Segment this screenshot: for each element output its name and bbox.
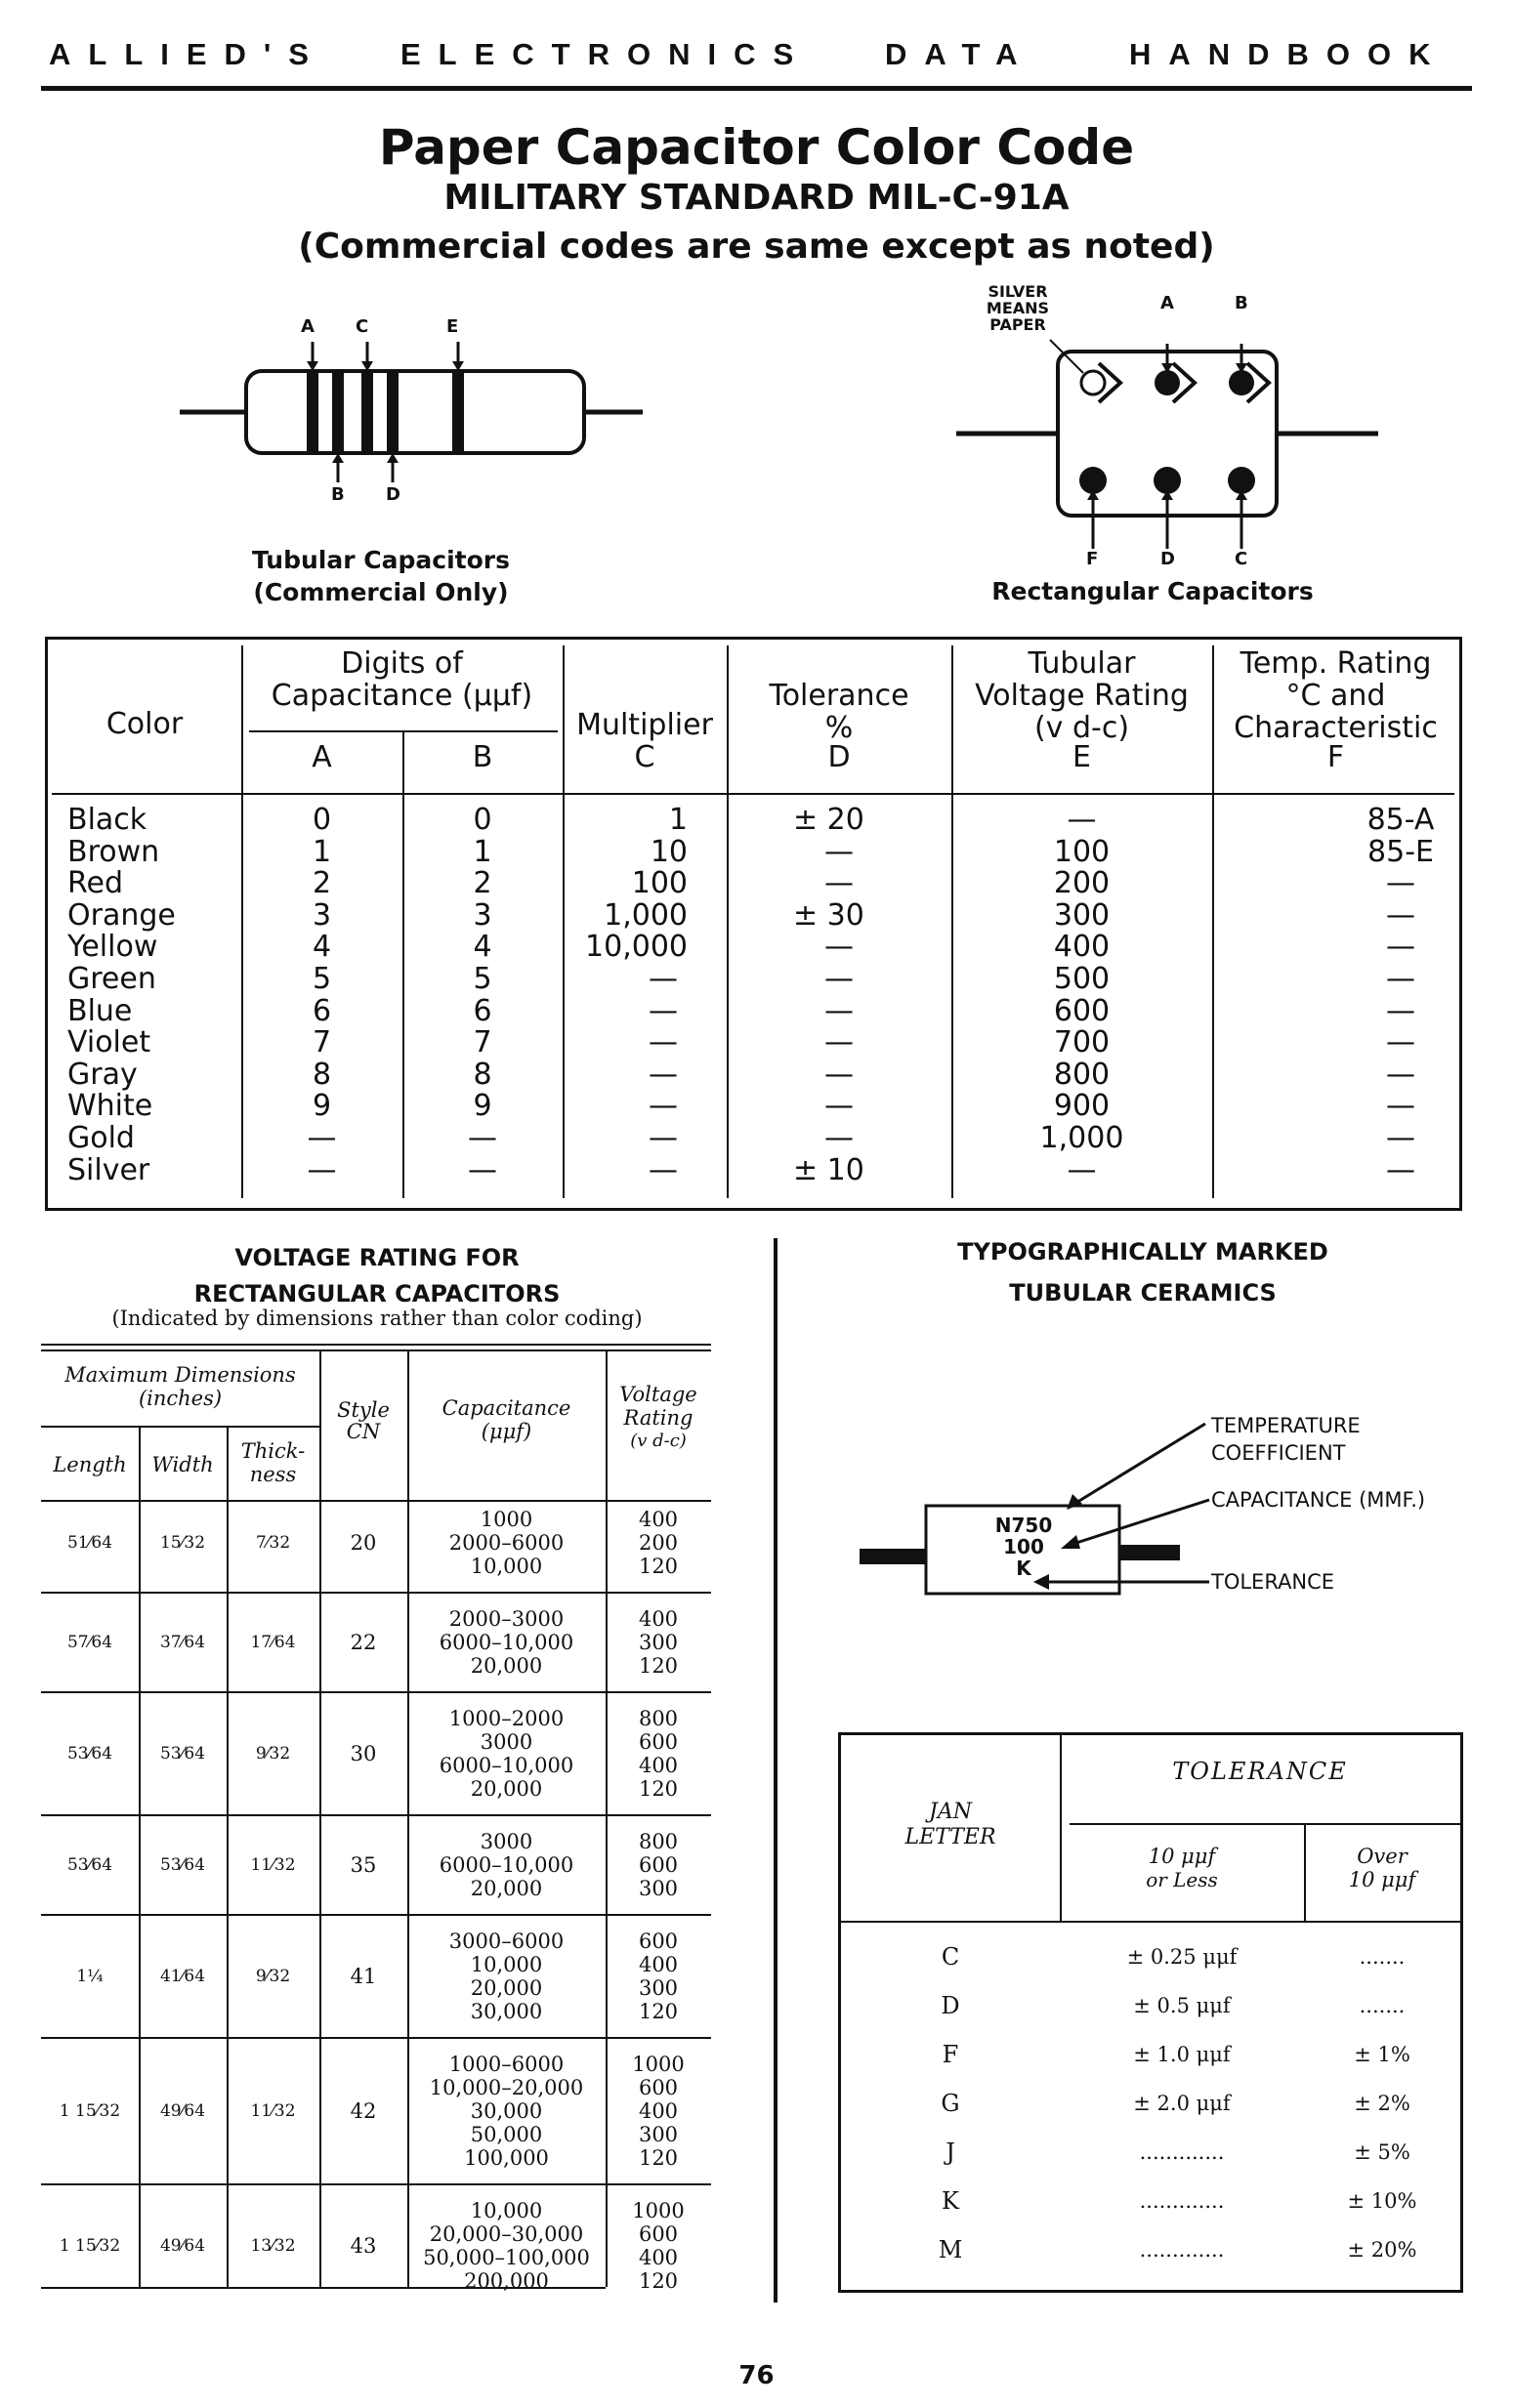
cell-voltage: 400 [638,1754,679,1777]
cell-color: Gold [67,1121,135,1155]
col-header-voltage-unit: (v d-c) [1033,711,1130,745]
cell-length: 51⁄64 [66,1533,113,1553]
cell-mult: — [649,1152,678,1187]
cell-tol: — [824,962,854,996]
header-over-10-2: 10 μμf [1348,1868,1416,1891]
row-rule [41,1814,711,1816]
cell-voltage: 120 [638,2000,679,2023]
cell-volt: 400 [1053,930,1111,965]
label-coefficient: COEFFICIENT [1211,1441,1346,1465]
cell-a: 7 [312,1025,332,1060]
ceramic-tol-code: K [1016,1557,1031,1580]
cell-voltage: 600 [638,2222,679,2246]
tubular-caption: Tubular Capacitors [252,546,510,574]
rect-label-b: B [1235,293,1248,313]
silver-note-line2: MEANS [986,299,1050,317]
cell-capacitance: 6000–10,000 [439,1631,574,1654]
cell-thick: 9⁄32 [255,1967,291,1986]
col-header-tolerance: Tolerance [769,679,909,713]
cell-temp: — [1386,866,1415,901]
cell-voltage: 300 [638,1877,679,1900]
cell-voltage: 120 [638,2146,679,2170]
table-row [48,1026,1459,1059]
row-rule [41,2037,711,2039]
cell-mult: 1,000 [604,897,688,933]
table-row [48,1059,1459,1091]
col-header-voltage-2: Voltage Rating [975,679,1189,713]
cell-temp: — [1386,1057,1415,1092]
cell-volt: — [1067,1152,1097,1187]
cell-voltage: 400 [638,1607,679,1631]
cell-b: — [468,1121,497,1155]
table-row [48,804,1459,836]
cell-a: 2 [312,866,332,901]
cell-capacitance: 1000 [480,1508,533,1531]
cell-a: 5 [312,962,332,996]
cell-voltage: 300 [638,1976,679,2000]
row-rule [41,1691,711,1693]
cell-capacitance: 6000–10,000 [439,1853,574,1877]
cell-capacitance: 10,000 [470,1953,543,1976]
cell-over: ± 10% [1347,2189,1417,2213]
cell-width: 49⁄64 [159,2236,206,2256]
col-header-temp: Temp. Rating [1240,646,1432,681]
cell-voltage: 400 [638,2099,679,2123]
cell-color: Silver [67,1152,150,1187]
cell-a: 0 [312,803,332,837]
table-top-rule [41,1344,711,1346]
cell-capacitance: 3000 [480,1730,533,1754]
cell-tol: — [824,834,854,869]
page-number: 76 [738,2361,775,2390]
cell-b: 8 [473,1057,492,1092]
cell-over: ± 20% [1347,2238,1417,2262]
cell-volt: 100 [1053,834,1111,869]
cell-mult: — [649,1057,678,1092]
silver-note [977,283,1059,333]
header-thickness: Thick- [240,1439,306,1463]
cell-less: ............. [1139,2189,1225,2213]
cell-tol: — [824,1057,854,1092]
cell-letter: C [941,1943,960,1971]
table-row [48,899,1459,932]
cell-b: 1 [473,834,492,869]
rectangular-capacitor-diagram [952,322,1382,566]
cell-temp: — [1386,962,1415,996]
cell-width: 15⁄32 [159,1533,206,1553]
cell-thick: 9⁄32 [255,1744,291,1764]
header-tolerance: TOLERANCE [1172,1758,1348,1785]
cell-over: ....... [1359,1945,1406,1969]
cell-voltage: 300 [638,1631,679,1654]
header-capacitance: Capacitance [441,1396,571,1420]
cell-temp: 85-E [1367,834,1434,869]
table-top-rule [41,1349,711,1351]
cell-color: Orange [67,897,176,933]
col-rule [319,1351,321,2287]
table-row [48,1122,1459,1154]
header-thickness-2: ness [249,1463,297,1486]
tubular-label-b: B [331,484,345,505]
digits-rule [249,730,558,732]
header-length: Length [53,1453,127,1476]
table-row [48,867,1459,899]
cell-a: 3 [312,897,332,933]
header-style: Style [337,1398,390,1422]
cell-voltage: 120 [638,1654,679,1678]
cell-a: — [307,1152,337,1187]
cell-thick: 13⁄32 [250,2236,296,2256]
cell-letter: F [942,2041,959,2068]
cell-b: — [468,1152,497,1187]
header-voltage-2: Rating [623,1406,693,1430]
voltage-section-title: VOLTAGE RATING FOR [234,1244,520,1271]
maxdim-rule [41,1426,319,1428]
cell-over: ± 5% [1354,2140,1410,2164]
cell-style: 43 [350,2234,377,2258]
ceramic-section-title-2: TUBULAR CERAMICS [1009,1279,1277,1307]
cell-mult: 10,000 [585,930,688,965]
header-width: Width [151,1453,214,1476]
cell-a: 4 [312,930,332,965]
cell-capacitance: 3000 [480,1830,533,1853]
cell-voltage: 600 [638,1930,679,1953]
col-header-temp-3: Characteristic [1234,711,1438,745]
cell-letter: G [941,2090,960,2117]
cell-volt: 300 [1053,897,1111,933]
col-header-voltage: Tubular [1028,646,1136,681]
cell-color: Violet [67,1025,151,1060]
cell-volt: 800 [1053,1057,1111,1092]
rect-caption: Rectangular Capacitors [991,577,1314,605]
cell-thick: 17⁄64 [250,1633,296,1652]
cell-length: 57⁄64 [66,1633,113,1652]
cell-width: 53⁄64 [159,1744,206,1764]
cell-b: 0 [473,803,492,837]
header-style-2: CN [346,1420,381,1443]
col-header-digits-unit: Capacitance (μμf) [271,679,533,713]
cell-b: 3 [473,897,492,933]
header-max-dimensions-unit: (inches) [138,1387,223,1410]
cell-thick: 7⁄32 [255,1533,291,1553]
cell-a: — [307,1121,337,1155]
cell-volt: 1,000 [1039,1121,1124,1155]
cell-color: Blue [67,993,133,1028]
header-bottom-rule [841,1921,1460,1923]
cell-style: 20 [350,1531,377,1555]
cell-capacitance: 2000–3000 [448,1607,565,1631]
col-header-voltage-letter: E [1072,740,1091,774]
col-header-b: B [472,740,493,774]
rect-label-a: A [1160,293,1174,313]
tubular-label-a: A [301,316,315,337]
cell-tol: — [824,1121,854,1155]
cell-b: 6 [473,993,492,1028]
cell-a: 8 [312,1057,332,1092]
cell-b: 2 [473,866,492,901]
cell-volt: 900 [1053,1089,1111,1124]
header-voltage-unit: (v d-c) [630,1431,687,1451]
cell-tol: ± 20 [793,803,864,837]
ceramic-body-text [977,1515,1071,1579]
cell-voltage: 800 [638,1830,679,1853]
page-title: Paper Capacitor Color Code [378,119,1135,176]
cell-mult: — [649,962,678,996]
cell-letter: M [938,2236,963,2263]
cell-capacitance: 30,000 [470,2099,543,2123]
col-header-digits: Digits of [341,646,463,681]
cell-length: 1¼ [76,1967,104,1986]
header-over-10: Over [1357,1845,1408,1868]
cell-volt: — [1067,803,1097,837]
table-row [48,1090,1459,1122]
cell-mult: 100 [631,866,688,901]
cell-capacitance: 30,000 [470,2000,543,2023]
cell-a: 9 [312,1089,332,1124]
silver-note-line1: SILVER [988,282,1048,301]
cell-length: 1 15⁄32 [59,2236,121,2256]
header-word-3: DATA [885,37,1035,71]
cell-mult: — [649,1025,678,1060]
col-header-multiplier-letter: C [634,740,655,774]
col-header-temp-2: °C and [1285,679,1386,713]
cell-b: 4 [473,930,492,965]
cell-color: Black [67,803,147,837]
rect-label-f: F [1086,549,1099,569]
cell-length: 53⁄64 [66,1744,113,1764]
row-rule [41,2183,711,2185]
color-code-table [45,637,1462,1211]
cell-style: 35 [350,1853,377,1877]
cell-less: ± 0.5 μμf [1133,1994,1231,2017]
header-word-2: ELECTRONICS [400,37,812,71]
col-header-temp-letter: F [1326,740,1345,774]
cell-capacitance: 10,000 [470,1555,543,1578]
cell-width: 49⁄64 [159,2101,206,2121]
cell-width: 41⁄64 [159,1967,206,1986]
rect-label-c: C [1235,549,1248,569]
ceramic-cap-code: 100 [1003,1535,1044,1558]
header-jan: JAN [929,1800,972,1824]
cell-capacitance: 100,000 [464,2146,549,2170]
cell-voltage: 300 [638,2123,679,2146]
cell-thick: 11⁄32 [250,2101,296,2121]
cell-capacitance: 20,000 [470,1654,543,1678]
table-row [48,995,1459,1027]
tubular-caption-note: (Commercial Only) [253,578,509,606]
cell-a: 1 [312,834,332,869]
cell-mult: — [649,993,678,1028]
header-capacitance-unit: (μμf) [481,1420,532,1443]
cell-thick: 11⁄32 [250,1855,296,1875]
cell-tol: — [824,866,854,901]
cell-letter: J [946,2138,955,2166]
page-subtitle: MILITARY STANDARD MIL-C-91A [443,178,1070,218]
cell-capacitance: 200,000 [464,2269,549,2293]
table-row [48,963,1459,995]
cell-volt: 200 [1053,866,1111,901]
cell-voltage: 400 [638,1508,679,1531]
tubular-capacitor-diagram [176,311,664,506]
cell-capacitance: 2000–6000 [448,1531,565,1555]
cell-style: 30 [350,1742,377,1765]
cell-temp: — [1386,897,1415,933]
page-subtitle-note: (Commercial codes are same except as noted) [298,227,1215,267]
header-voltage: Voltage [619,1383,697,1406]
cell-color: Green [67,962,156,996]
silver-note-line3: PAPER [989,315,1046,334]
cell-a: 6 [312,993,332,1028]
jan-tolerance-table [838,1732,1463,2293]
rect-label-d: D [1160,549,1175,569]
cell-letter: K [942,2187,959,2215]
cell-b: 7 [473,1025,492,1060]
cell-less: ............. [1139,2140,1225,2164]
cell-temp: 85-A [1366,803,1435,837]
cell-volt: 500 [1053,962,1111,996]
cell-width: 53⁄64 [159,1855,206,1875]
cell-width: 37⁄64 [159,1633,206,1652]
cell-b: 5 [473,962,492,996]
header-word-4: HANDBOOK [1129,37,1449,71]
cell-letter: D [941,1992,960,2019]
row-rule [41,1914,711,1916]
tubular-label-c: C [356,316,369,337]
header-rule [41,86,1472,91]
cell-mult: — [649,1121,678,1155]
voltage-rating-table [41,1344,711,2301]
header-10-or-less-2: or Less [1146,1868,1218,1891]
cell-tol: — [824,993,854,1028]
header-bottom-rule [52,793,1454,795]
cell-temp: — [1386,1121,1415,1155]
cell-voltage: 120 [638,1777,679,1801]
cell-length: 53⁄64 [66,1855,113,1875]
col-header-tolerance-letter: D [827,740,851,774]
cell-temp: — [1386,993,1415,1028]
cell-capacitance: 50,000 [470,2123,543,2146]
cell-over: ± 1% [1354,2043,1410,2066]
table-row [48,836,1459,868]
table-row [48,931,1459,963]
cell-color: Red [67,866,123,901]
ceramic-temp-code: N750 [994,1514,1053,1537]
cell-capacitance: 10,000–20,000 [429,2076,584,2099]
voltage-section-subtitle: (Indicated by dimensions rather than color coding) [111,1307,643,1330]
header-max-dimensions: Maximum Dimensions [64,1363,296,1387]
col-header-color: Color [105,707,184,741]
cell-color: Yellow [67,930,158,965]
cell-color: White [67,1089,153,1124]
col-header-a: A [312,740,332,774]
cell-voltage: 400 [638,1953,679,1976]
cell-voltage: 600 [638,1853,679,1877]
cell-less: ............. [1139,2238,1225,2262]
header-10-or-less: 10 μμf [1148,1845,1216,1868]
cell-voltage: 400 [638,2246,679,2269]
cell-tol: — [824,1089,854,1124]
label-tolerance: TOLERANCE [1211,1570,1335,1594]
voltage-section-title-2: RECTANGULAR CAPACITORS [193,1280,561,1308]
cell-temp: — [1386,1089,1415,1124]
cell-tol: — [824,930,854,965]
cell-capacitance: 10,000 [470,2199,543,2222]
cell-mult: — [649,1089,678,1124]
cell-tol: ± 10 [793,1152,864,1187]
cell-mult: 1 [668,803,688,837]
label-temperature-coefficient [1211,1412,1361,1467]
cell-less: ± 0.25 μμf [1126,1945,1238,1969]
col-header-tolerance-unit: % [824,711,854,745]
tubular-label-d: D [386,484,400,505]
cell-capacitance: 20,000–30,000 [429,2222,584,2246]
cell-volt: 700 [1053,1025,1111,1060]
cell-volt: 600 [1053,993,1111,1028]
cell-voltage: 600 [638,2076,679,2099]
cell-color: Gray [67,1057,138,1092]
header-word-1: ALLIED'S [49,37,326,71]
label-temperature: TEMPERATURE [1211,1414,1361,1437]
cell-style: 41 [350,1965,377,1988]
tolerance-rule [1070,1823,1460,1825]
cell-voltage: 120 [638,2269,679,2293]
cell-temp: — [1386,930,1415,965]
cell-less: ± 2.0 μμf [1133,2092,1231,2115]
cell-voltage: 800 [638,1707,679,1730]
header-bottom-rule [41,1500,711,1502]
cell-style: 42 [350,2099,377,2123]
cell-capacitance: 20,000 [470,1877,543,1900]
cell-temp: — [1386,1152,1415,1187]
cell-less: ± 1.0 μμf [1133,2043,1231,2066]
cell-voltage: 1000 [632,2199,685,2222]
cell-capacitance: 1000–2000 [448,1707,565,1730]
column-divider [774,1238,778,2303]
cell-capacitance: 20,000 [470,1777,543,1801]
cell-b: 9 [473,1089,492,1124]
tubular-label-e: E [446,316,459,337]
col-header-multiplier: Multiplier [576,708,713,742]
label-capacitance: CAPACITANCE (MMF.) [1211,1488,1426,1512]
cell-style: 22 [350,1631,377,1654]
row-rule [41,1592,711,1594]
cell-over: ± 2% [1354,2092,1410,2115]
cell-temp: — [1386,1025,1415,1060]
cell-tol: — [824,1025,854,1060]
cell-capacitance: 3000–6000 [448,1930,565,1953]
ceramic-section-title: TYPOGRAPHICALLY MARKED [957,1238,1328,1266]
cell-capacitance: 50,000–100,000 [423,2246,590,2269]
cell-voltage: 120 [638,1555,679,1578]
cell-capacitance: 1000–6000 [448,2053,565,2076]
cell-voltage: 1000 [632,2053,685,2076]
cell-tol: ± 30 [793,897,864,933]
cell-length: 1 15⁄32 [59,2101,121,2121]
header-letter: LETTER [904,1825,996,1849]
cell-mult: 10 [650,834,688,869]
cell-capacitance: 20,000 [470,1976,543,2000]
table-row [48,1154,1459,1186]
cell-capacitance: 6000–10,000 [439,1754,574,1777]
cell-voltage: 600 [638,1730,679,1754]
cell-color: Brown [67,834,160,869]
cell-voltage: 200 [638,1531,679,1555]
cell-over: ....... [1359,1994,1406,2017]
